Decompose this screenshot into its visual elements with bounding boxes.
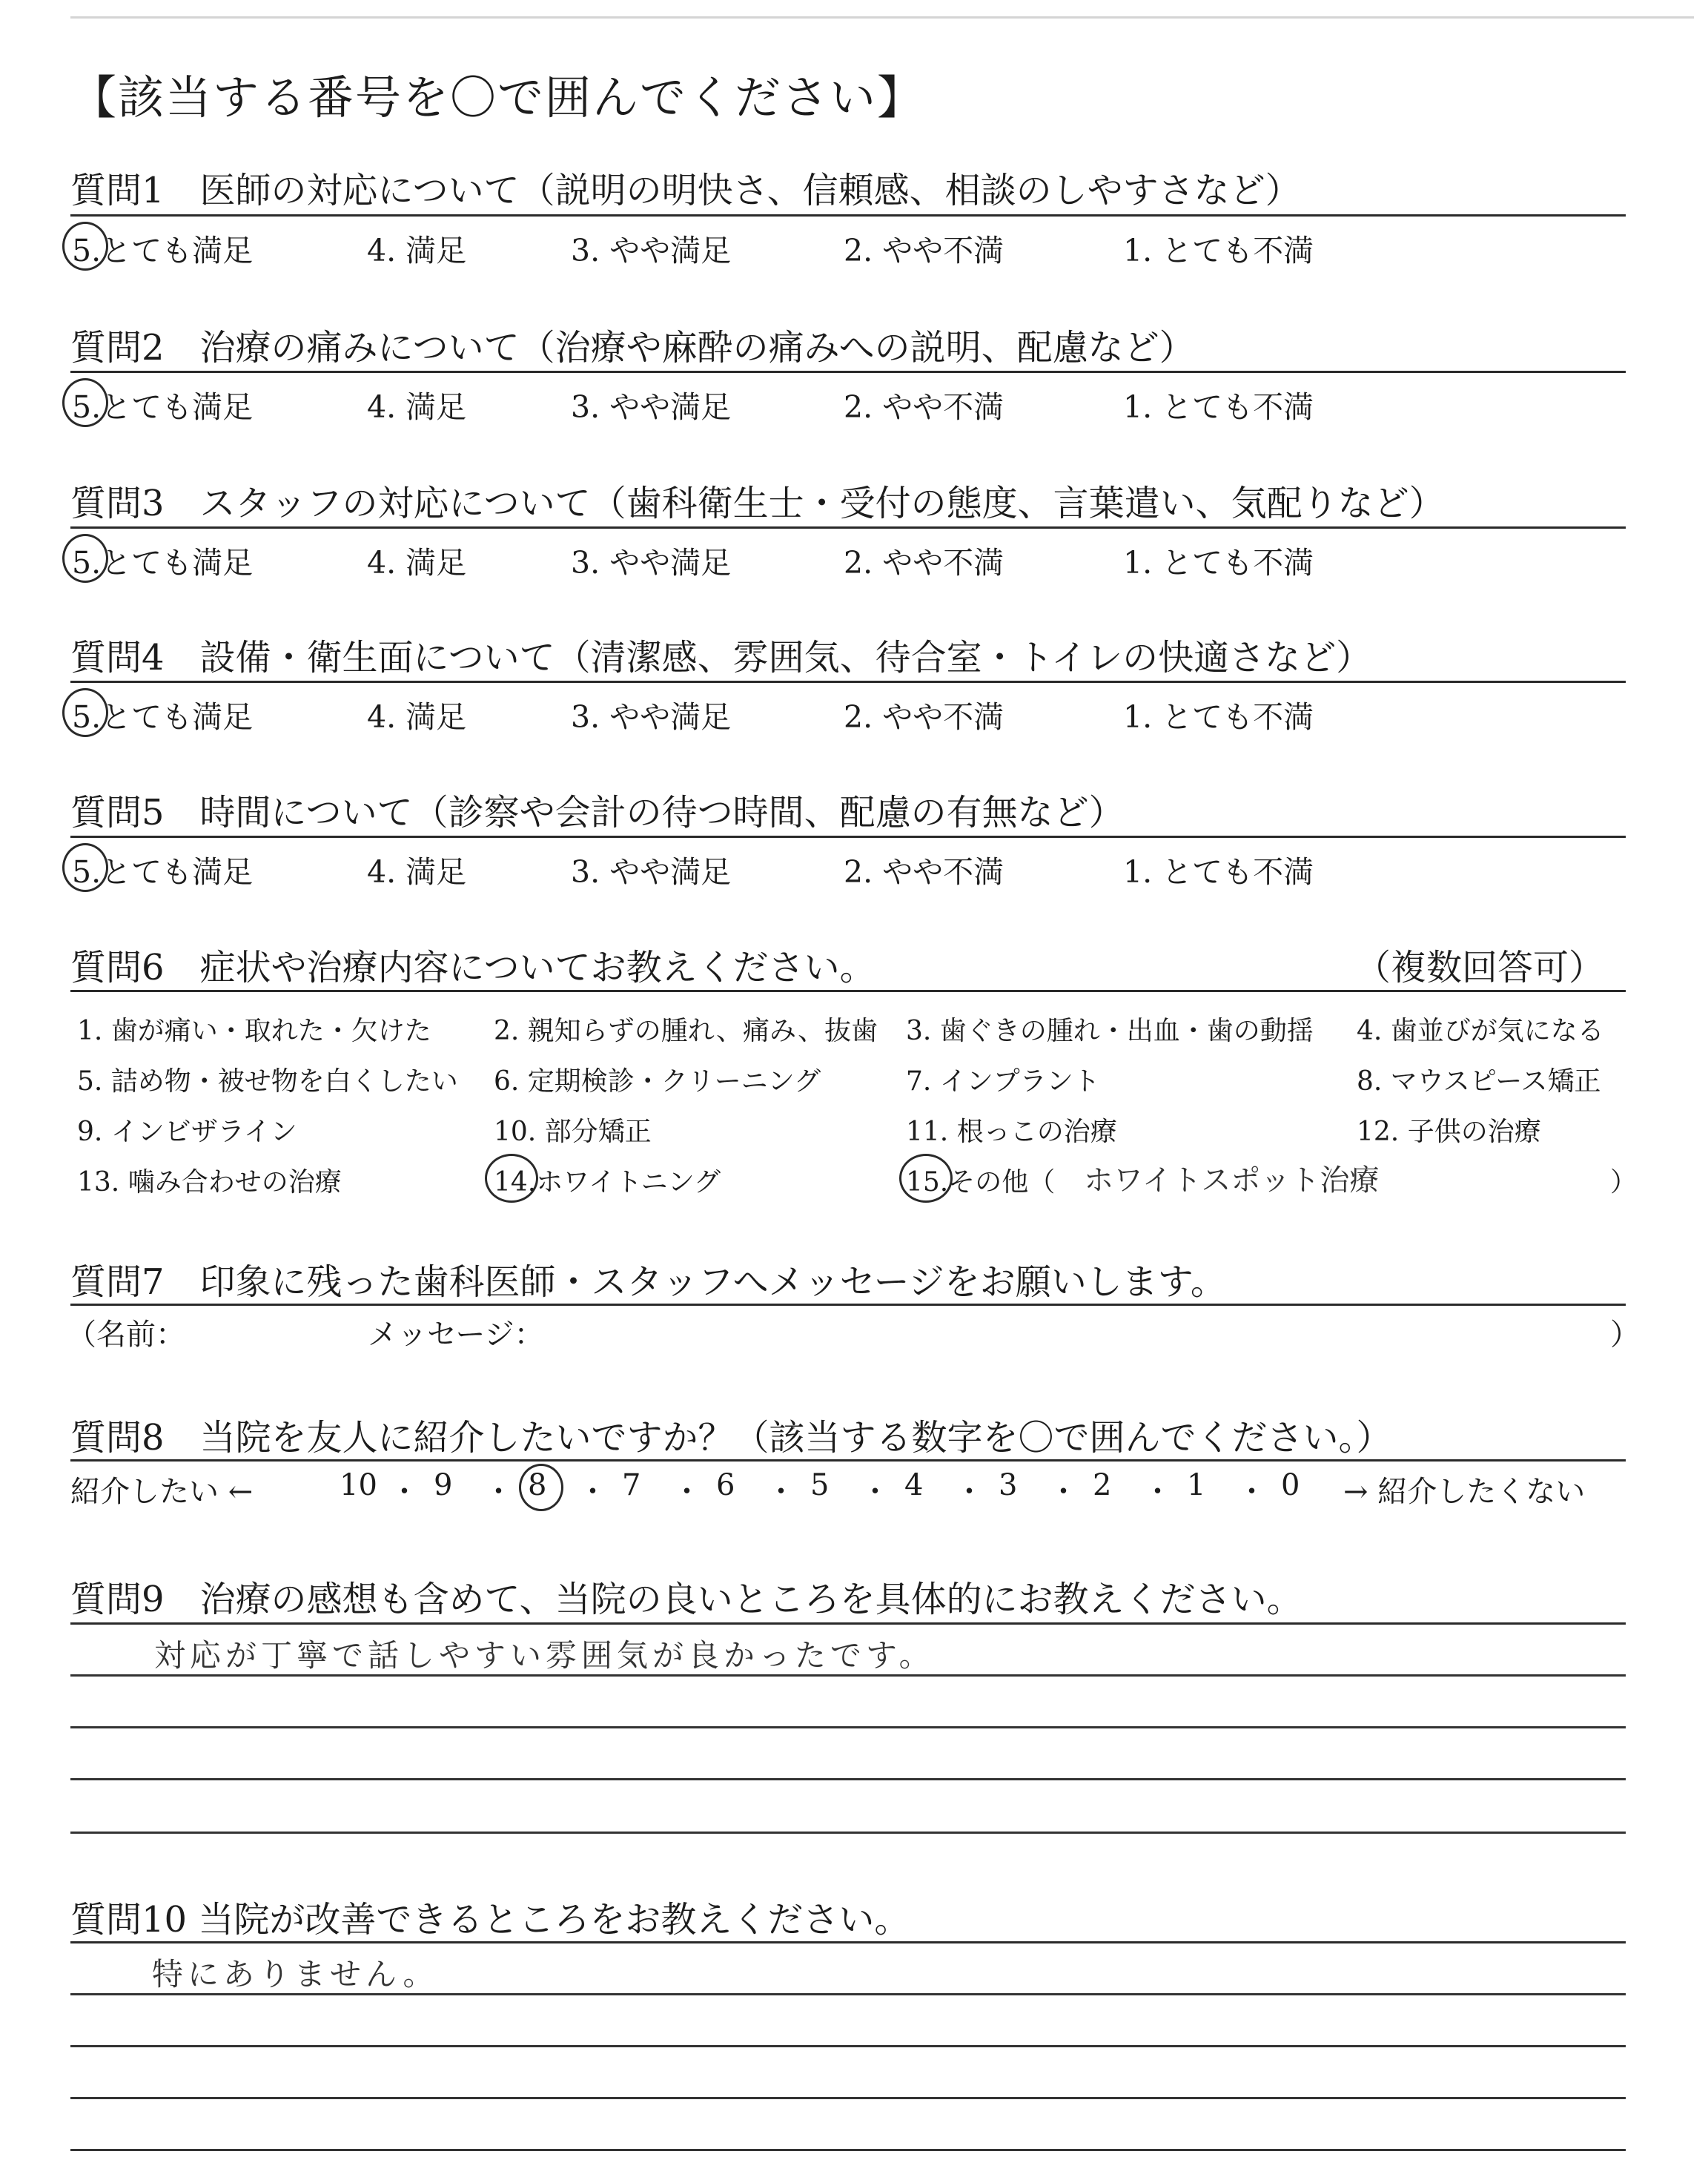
option-2[interactable]: 2. やや不満 xyxy=(844,233,1004,268)
message-close-paren: ） xyxy=(1610,1318,1640,1352)
answer-line xyxy=(70,1778,1626,1780)
scale-value-3[interactable]: 3 xyxy=(999,1468,1018,1502)
scale-value-10[interactable]: 10 xyxy=(340,1468,377,1502)
multiple-answers-note: （複数回答可） xyxy=(1355,947,1605,988)
option-2[interactable]: 2. やや不満 xyxy=(844,854,1004,890)
divider xyxy=(70,836,1626,838)
question-title: 質問10 当院が改善できるところをお教えください。 xyxy=(70,1899,910,1941)
option-1[interactable]: 1. とても不満 xyxy=(1123,233,1314,268)
divider xyxy=(70,1459,1626,1462)
option-5[interactable]: 5.とても満足 xyxy=(72,233,254,268)
divider xyxy=(70,990,1626,992)
question-title: 質問5 時間について（診察や会計の待つ時間、配慮の有無など） xyxy=(70,792,1125,833)
scale-separator: ・ xyxy=(577,1475,608,1509)
divider xyxy=(70,214,1626,217)
question-title: 質問8 当院を友人に紹介したいですか？（該当する数字を〇で囲んでください。） xyxy=(70,1417,1392,1459)
option-1[interactable]: 1. とても不満 xyxy=(1123,389,1314,425)
scale-separator: ・ xyxy=(1142,1475,1173,1509)
symptom-item-13[interactable]: 13. 噛み合わせの治療 xyxy=(77,1167,342,1198)
symptom-item-14[interactable]: 14.ホワイトニング xyxy=(494,1167,721,1198)
scale-value-7[interactable]: 7 xyxy=(622,1468,641,1502)
option-3[interactable]: 3. やや満足 xyxy=(571,699,732,735)
symptom-item-2[interactable]: 2. 親知らずの腫れ、痛み、抜歯 xyxy=(494,1016,878,1046)
symptom-item-3[interactable]: 3. 歯ぐきの腫れ・出血・歯の動揺 xyxy=(906,1016,1314,1046)
scale-separator: ・ xyxy=(860,1475,890,1509)
option-3[interactable]: 3. やや満足 xyxy=(571,389,732,425)
option-1[interactable]: 1. とても不満 xyxy=(1123,699,1314,735)
scale-value-6[interactable]: 6 xyxy=(716,1468,735,1502)
option-2[interactable]: 2. やや不満 xyxy=(844,699,1004,735)
recommend-right-label: → 紹介したくない xyxy=(1343,1475,1586,1509)
answer-line xyxy=(70,1674,1626,1677)
symptom-item-7[interactable]: 7. インプラント xyxy=(906,1066,1100,1097)
question-title: 質問6 症状や治療内容についてお教えください。 xyxy=(70,947,875,988)
divider xyxy=(70,1622,1626,1625)
option-3[interactable]: 3. やや満足 xyxy=(571,854,732,890)
option-5[interactable]: 5.とても満足 xyxy=(72,699,254,735)
question-title: 質問9 治療の感想も含めて、当院の良いところを具体的にお教えください。 xyxy=(70,1579,1302,1620)
answer-line xyxy=(70,2097,1626,2099)
recommend-left-label: 紹介したい ← xyxy=(70,1475,254,1509)
answer-line xyxy=(70,2045,1626,2047)
divider xyxy=(70,526,1626,529)
question-title: 質問2 治療の痛みについて（治療や麻酔の痛みへの説明、配慮など） xyxy=(70,327,1195,369)
improvement-handwritten-answer: 特にありません。 xyxy=(152,1956,439,1992)
scale-value-1[interactable]: 1 xyxy=(1187,1468,1206,1502)
question-title: 質問7 印象に残った歯科医師・スタッフへメッセージをお願いします。 xyxy=(70,1261,1226,1303)
scale-separator: ・ xyxy=(1048,1475,1079,1509)
option-5[interactable]: 5.とても満足 xyxy=(72,854,254,890)
scale-separator: ・ xyxy=(766,1475,796,1509)
symptom-item-1[interactable]: 1. 歯が痛い・取れた・欠けた xyxy=(77,1016,431,1046)
option-5[interactable]: 5.とても満足 xyxy=(72,389,254,425)
divider xyxy=(70,1304,1626,1306)
question-title: 質問4 設備・衛生面について（清潔感、雰囲気、待合室・トイレの快適さなど） xyxy=(70,637,1372,678)
scale-separator: ・ xyxy=(672,1475,702,1509)
instruction-heading: 【該当する番号を〇で囲んでください】 xyxy=(70,70,925,125)
divider xyxy=(70,371,1626,373)
option-4[interactable]: 4. 満足 xyxy=(367,699,467,735)
scale-separator: ・ xyxy=(483,1475,514,1509)
scale-value-0[interactable]: 0 xyxy=(1281,1468,1300,1502)
option-4[interactable]: 4. 満足 xyxy=(367,545,467,581)
symptom-item-6[interactable]: 6. 定期検診・クリーニング xyxy=(494,1066,821,1097)
other-close-paren: ） xyxy=(1610,1167,1638,1198)
name-label: （名前： xyxy=(67,1318,185,1352)
top-border xyxy=(70,16,1694,19)
symptom-item-5[interactable]: 5. 詰め物・被せ物を白くしたい xyxy=(77,1066,458,1097)
answer-line xyxy=(70,2149,1626,2151)
answer-line xyxy=(70,1726,1626,1728)
option-3[interactable]: 3. やや満足 xyxy=(571,233,732,268)
option-3[interactable]: 3. やや満足 xyxy=(571,545,732,581)
option-5[interactable]: 5.とても満足 xyxy=(72,545,254,581)
symptom-item-9[interactable]: 9. インビザライン xyxy=(77,1117,297,1147)
divider xyxy=(70,1941,1626,1943)
scale-value-4[interactable]: 4 xyxy=(904,1468,924,1502)
scale-value-2[interactable]: 2 xyxy=(1093,1468,1112,1502)
option-2[interactable]: 2. やや不満 xyxy=(844,545,1004,581)
option-4[interactable]: 4. 満足 xyxy=(367,233,467,268)
scale-value-5[interactable]: 5 xyxy=(810,1468,830,1502)
question-title: 質問1 医師の対応について（説明の明快さ、信頼感、相談のしやすさなど） xyxy=(70,170,1301,211)
option-1[interactable]: 1. とても不満 xyxy=(1123,545,1314,581)
symptom-item-4[interactable]: 4. 歯並びが気になる xyxy=(1357,1016,1604,1046)
divider xyxy=(70,681,1626,683)
scale-value-8[interactable]: 8 xyxy=(528,1468,547,1502)
message-label: メッセージ： xyxy=(368,1318,544,1352)
answer-circle xyxy=(519,1464,563,1511)
option-4[interactable]: 4. 満足 xyxy=(367,389,467,425)
symptom-item-12[interactable]: 12. 子供の治療 xyxy=(1357,1117,1541,1147)
answer-line xyxy=(70,1993,1626,1995)
symptom-item-15[interactable]: 15.その他（ xyxy=(906,1167,1056,1198)
scale-separator: ・ xyxy=(954,1475,984,1509)
answer-line xyxy=(70,1832,1626,1834)
option-4[interactable]: 4. 満足 xyxy=(367,854,467,890)
scale-separator: ・ xyxy=(389,1475,420,1509)
symptom-item-8[interactable]: 8. マウスピース矯正 xyxy=(1357,1066,1601,1097)
question-title: 質問3 スタッフの対応について（歯科衛生士・受付の態度、言葉遣い、気配りなど） xyxy=(70,483,1445,524)
other-handwritten-answer: ホワイトスポット治療 xyxy=(1084,1163,1380,1198)
option-1[interactable]: 1. とても不満 xyxy=(1123,854,1314,890)
scale-separator: ・ xyxy=(1237,1475,1267,1509)
symptom-item-11[interactable]: 11. 根っこの治療 xyxy=(906,1117,1117,1147)
scale-value-9[interactable]: 9 xyxy=(434,1468,453,1502)
good-points-handwritten-answer: 対応が丁寧で話しやすい雰囲気が良かったです。 xyxy=(154,1637,935,1674)
option-2[interactable]: 2. やや不満 xyxy=(844,389,1004,425)
symptom-item-10[interactable]: 10. 部分矯正 xyxy=(494,1117,652,1147)
